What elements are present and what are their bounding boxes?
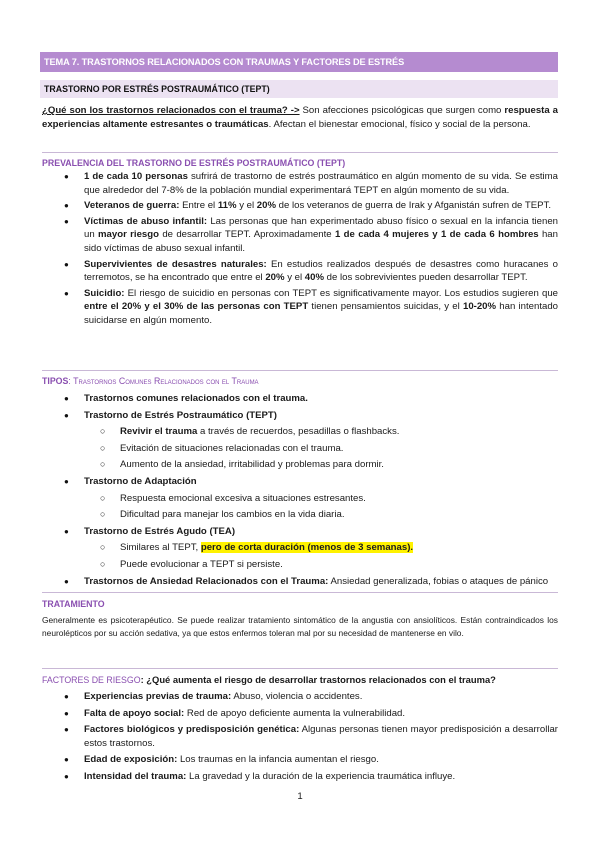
list-item: ● Trastornos de Ansiedad Relacionados con el Trauma: Ansiedad generalizada, fobias o ataques de pánico — [42, 575, 558, 589]
divider — [42, 370, 558, 371]
section-subtitle: TRASTORNO POR ESTRÉS POSTRAUMÁTICO (TEPT) — [40, 80, 558, 98]
sub-list-item: ○ Aumento de la ansiedad, irritabilidad y problemas para dormir. — [42, 458, 558, 472]
sub-list-item: ○ Respuesta emocional excesiva a situaciones estresantes. — [42, 492, 558, 506]
list-item: ● Veteranos de guerra: Entre el 11% y el 20% de los veteranos de guerra de Irak y Afganistán sufren de TEPT. — [42, 199, 558, 213]
list-item: ● Víctimas de abuso infantil: Las personas que han experimentado abuso físico o sexual en la infancia tienen un mayor riesgo de desarrollar TEPT. Aproximadamente 1 de cada 4 mujeres y 1 de cada 6 hombres han sido víctimas de abuso sexual infantil. — [42, 215, 558, 256]
divider — [42, 152, 558, 153]
divider — [42, 668, 558, 669]
highlighted-text: pero de corta duración (menos de 3 semanas). — [200, 542, 414, 554]
sub-list-item: ○ Revivir el trauma a través de recuerdos, pesadillas o flashbacks. — [42, 425, 558, 439]
list-item: ● Factores biológicos y predisposición genética: Algunas personas tienen mayor predisposición a desarrollar estos trastornos. — [42, 723, 558, 750]
types-list — [42, 392, 558, 588]
intro-paragraph: ¿Qué son los trastornos relacionados con el trauma? -> Son afecciones psicológicas que surgen como respuesta a experiencias altamente estresantes o traumáticas. Afectan el bienestar emocional, físico y social de la persona. — [42, 105, 559, 130]
list-item: ● 1 de cada 10 personas sufrirá de trastorno de estrés postraumático en algún momento de su vida. Se estima que alrededor del 7-8% de la población mundial experimentará TEPT en algún momento de su vida. — [42, 170, 558, 197]
list-item: ● Trastornos comunes relacionados con el trauma. — [42, 392, 558, 406]
intro-question: ¿Qué son los trastornos relacionados con el trauma? -> — [42, 105, 300, 116]
list-item: ● Experiencias previas de trauma: Abuso, violencia o accidentes. — [42, 690, 558, 704]
list-item: ● Falta de apoyo social: Red de apoyo deficiente aumenta la vulnerabilidad. — [42, 707, 558, 721]
page-number: 1 — [297, 791, 303, 802]
sub-list-item: ○ Similares al TEPT, pero de corta duración (menos de 3 semanas). — [42, 541, 558, 555]
sub-list-item: ○ Puede evolucionar a TEPT si persiste. — [42, 558, 558, 572]
prevalence-heading: PREVALENCIA DEL TRASTORNO DE ESTRÉS POSTRAUMÁTICO (TEPT) — [42, 158, 346, 168]
divider — [42, 592, 558, 593]
risk-heading: FACTORES DE RIESGO: ¿Qué aumenta el riesgo de desarrollar trastornos relacionados con el trauma? — [42, 674, 496, 685]
list-item: ● Suicidio: El riesgo de suicidio en personas con TEPT es significativamente mayor. Los estudios sugieren que entre el 20% y el 30% de las personas con TEPT tienen pensamientos suicidas, y el 10-20% han intentado suicidarse en algún momento. — [42, 287, 558, 328]
list-item: ● Intensidad del trauma: La gravedad y la duración de la experiencia traumática influye. — [42, 770, 558, 784]
list-item: ● Trastorno de Adaptación — [42, 475, 558, 489]
list-item: ● Trastorno de Estrés Postraumático (TEPT) — [42, 409, 558, 423]
risk-list — [42, 690, 558, 784]
sub-list-item: ○ Dificultad para manejar los cambios en la vida diaria. — [42, 508, 558, 522]
list-item: ● Edad de exposición: Los traumas en la infancia aumentan el riesgo. — [42, 753, 558, 767]
treatment-paragraph: Generalmente es psicoterapéutico. Se puede realizar tratamiento sintomático de la angustia con ansiolíticos. Están contraindicados los neurolépticos por su acción sedativa, ya que estos enfermos toleran mal por su necesidad de mantenerse en vilo. — [42, 615, 558, 638]
types-heading: TIPOS: Trastornos Comunes Relacionados con el Trauma — [42, 376, 259, 386]
chapter-title: TEMA 7. TRASTORNOS RELACIONADOS CON TRAUMAS Y FACTORES DE ESTRÉS — [40, 52, 558, 72]
prevalence-list — [42, 170, 558, 328]
sub-list-item: ○ Evitación de situaciones relacionadas con el trauma. — [42, 442, 558, 456]
list-item: ● Trastorno de Estrés Agudo (TEA) — [42, 525, 558, 539]
list-item: ● Supervivientes de desastres naturales: En estudios realizados después de desastres como huracanes o terremotos, se ha encontrado que entre el 20% y el 40% de los sobrevivientes pueden desarrollar TEPT. — [42, 258, 558, 285]
treatment-heading: TRATAMIENTO — [42, 599, 105, 609]
